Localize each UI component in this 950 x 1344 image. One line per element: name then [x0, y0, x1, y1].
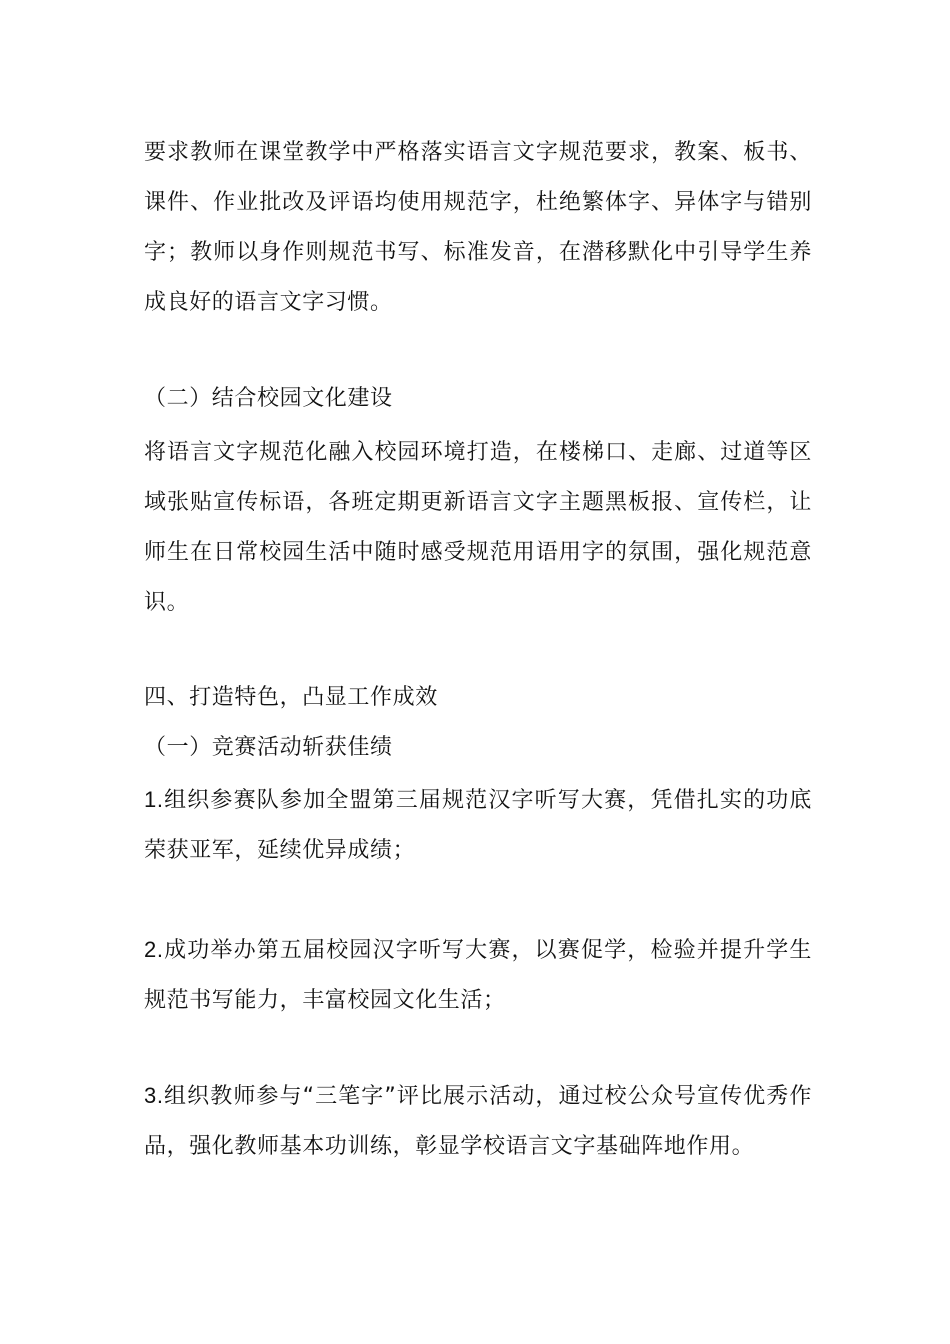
paragraph-campus-environment: 将语言文字规范化融入校园环境打造，在楼梯口、走廊、过道等区域张贴宣传标语，各班定期更新语言文字主题黑板报、宣传栏，让师生在日常校园生活中随时感受规范用语用字的氛围，强化规范意识。 — [144, 440, 812, 615]
list-item-text: 组织参赛队参加全盟第三届规范汉字听写大赛，凭借扎实的功底荣获亚军，延续优异成绩； — [144, 788, 812, 863]
subheading-campus-culture: （二）结合校园文化建设 — [144, 386, 393, 411]
list-item-competition-1 — [144, 775, 812, 876]
list-item-competition-2 — [144, 925, 812, 1026]
paragraph-teacher-standards: 要求教师在课堂教学中严格落实语言文字规范要求，教案、板书、课件、作业批改及评语均使用规范字，杜绝繁体字、异体字与错别字；教师以身作则规范书写、标准发音，在潜移默化中引导学生养成良好的语言文字习惯。 — [144, 140, 812, 315]
list-item-number: 3. — [144, 1083, 164, 1108]
list-item-number: 1. — [144, 787, 164, 812]
list-item-text: 组织教师参与“三笔字”评比展示活动，通过校公众号宣传优秀作品，强化教师基本功训练，彰显学校语言文字基础阵地作用。 — [144, 1084, 812, 1159]
list-item-text: 成功举办第五届校园汉字听写大赛，以赛促学，检验并提升学生规范书写能力，丰富校园文化生活； — [144, 938, 812, 1013]
section-heading-features: 四、打造特色，凸显工作成效 — [144, 685, 438, 710]
list-item-competition-3 — [144, 1071, 812, 1172]
subheading-competitions: （一）竞赛活动斩获佳绩 — [144, 735, 393, 760]
list-item-number: 2. — [144, 937, 164, 962]
